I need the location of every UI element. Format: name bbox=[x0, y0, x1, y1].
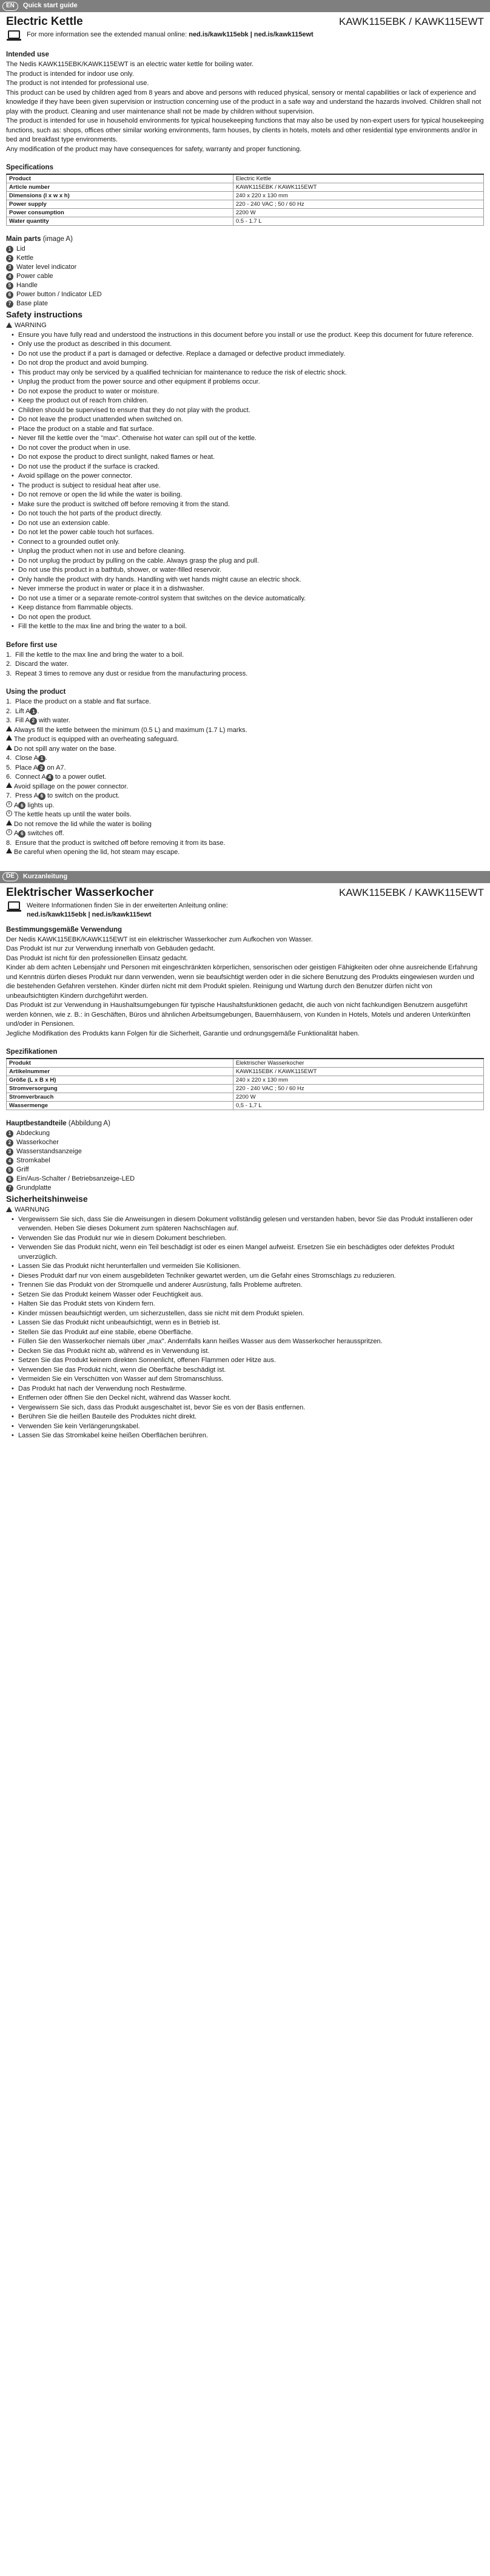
warning-icon bbox=[6, 1207, 12, 1212]
de-safety-heading: Sicherheitshinweise bbox=[6, 1194, 88, 1204]
list-item: • Connect to a grounded outlet only. bbox=[18, 538, 484, 547]
de-guide-title: Kurzanleitung bbox=[22, 872, 68, 880]
warning-note: Avoid spillage on the power connector. bbox=[6, 782, 484, 792]
info-icon: i bbox=[6, 810, 12, 816]
list-item: • Do not unplug the product by pulling on the cable. Always grasp the plug and pull. bbox=[18, 557, 484, 566]
list-item: • Verwenden Sie das Produkt nicht, wenn die Oberfläche beschädigt ist. bbox=[18, 1366, 484, 1375]
part-number-badge: 1 bbox=[38, 755, 45, 762]
list-item: • Berühren Sie die heißen Bauteile des Produktes nicht direkt. bbox=[18, 1412, 484, 1422]
list-item: • Keep the product out of reach from children. bbox=[18, 396, 484, 406]
de-intended-use bbox=[6, 925, 484, 1039]
de-intended-use-heading: Bestimmungsgemäße Verwendung bbox=[6, 926, 122, 934]
info-note: i The kettle heats up until the water boils. bbox=[6, 810, 484, 820]
warning-icon bbox=[6, 820, 12, 825]
list-item: 6 Ein/Aus-Schalter / Betriebsanzeige-LED bbox=[6, 1174, 484, 1184]
de-safety-instructions bbox=[6, 1193, 484, 1441]
list-item: 5 Handle bbox=[6, 281, 484, 290]
de-parts-heading: Hauptbestandteile (Abbildung A) bbox=[6, 1120, 110, 1127]
list-item: • Ensure you have fully read and understood the instructions in this document before you install or use the product. Keep this document for future reference. bbox=[18, 331, 484, 341]
list-item: 3 Wasserstandsanzeige bbox=[6, 1147, 484, 1156]
en-intended-use bbox=[6, 50, 484, 154]
en-product-title: Electric Kettle bbox=[6, 15, 83, 28]
list-item: • Keep distance from flammable objects. bbox=[18, 603, 484, 613]
de-specs-heading: Spezifikationen bbox=[6, 1048, 58, 1056]
list-item: 6 Power button / Indicator LED bbox=[6, 290, 484, 299]
part-number-badge: 6 bbox=[18, 802, 25, 809]
de-specifications bbox=[6, 1047, 484, 1110]
list-item: • Verwenden Sie das Produkt nur wie in diesem Dokument beschrieben. bbox=[18, 1234, 484, 1244]
en-intended-use-heading: Intended use bbox=[6, 51, 49, 58]
list-item: 3. Repeat 3 times to remove any dust or residue from the manufacturing process. bbox=[6, 669, 248, 677]
list-item: • Unplug the product from the power source and other equipment if problems occur. bbox=[18, 378, 484, 387]
en-manual-info bbox=[6, 30, 484, 41]
en-safety-heading: Safety instructions bbox=[6, 310, 83, 319]
en-intended-use-line: This product can be used by children aged from 8 years and above and persons with reduced physical, sensory or mental capabilities or lack of experience and knowledge if they have been given supervision or instruction concerning use of the product in a safe way and understand the hazards involved. Children shall not play with the product. Cleaning and user maintenance shall not be made by children without supervision. bbox=[6, 89, 482, 115]
list-item: • Do not use an extension cable. bbox=[18, 519, 484, 529]
warning-icon bbox=[6, 848, 12, 853]
en-before-first-use bbox=[6, 640, 484, 679]
table-row: Article number KAWK115EBK / KAWK115EWT bbox=[7, 183, 484, 192]
list-item: • Decken Sie das Produkt nicht ab, während es in Verwendung ist. bbox=[18, 1347, 484, 1357]
en-manual-text: For more information see the extended manual online: ned.is/kawk115ebk | ned.is/kawk115ewt bbox=[27, 31, 314, 38]
list-item: 4. Close A 1 . bbox=[6, 754, 47, 762]
list-item: • Setzen Sie das Produkt keinem direkten Sonnenlicht, offenen Flammen oder Hitze aus. bbox=[18, 1356, 484, 1366]
en-parts-heading: Main parts (image A) bbox=[6, 236, 73, 243]
list-item: 3. Fill A 2 with water. bbox=[6, 717, 70, 724]
list-item: • Entfernen oder öffnen Sie den Deckel nicht, während das Wasser kocht. bbox=[18, 1394, 484, 1403]
list-item: • Do not cover the product when in use. bbox=[18, 444, 484, 453]
laptop-icon bbox=[6, 901, 22, 912]
list-item: 5 Griff bbox=[6, 1165, 484, 1174]
list-item: • The product is subject to residual heat after use. bbox=[18, 481, 484, 491]
list-item: • Lassen Sie das Stromkabel keine heißen Oberflächen berühren. bbox=[18, 1431, 484, 1441]
list-item: • Place the product on a stable and flat surface. bbox=[18, 425, 484, 435]
de-intended-use-line: Jegliche Modifikation des Produkts kann Folgen für die Sicherheit, Garantie und ordnungsgemäße Funktionalität haben. bbox=[6, 1029, 360, 1037]
warning-icon bbox=[6, 735, 12, 741]
en-safety-list bbox=[6, 331, 484, 632]
list-item: • Do not leave the product unattended when switched on. bbox=[18, 415, 484, 425]
list-item: • Lassen Sie das Produkt nicht unbeaufsichtigt, wenn es in Betrieb ist. bbox=[18, 1318, 484, 1328]
list-item: • Do not expose the product to water or moisture. bbox=[18, 387, 484, 397]
list-item: • Dieses Produkt darf nur von einem ausgebildeten Techniker gewartet werden, um die Gefahr eines Stromschlags zu reduzieren. bbox=[18, 1272, 484, 1281]
table-row: Product Electric Kettle bbox=[7, 174, 484, 183]
list-item: • Verwenden Sie kein Verlängerungskabel. bbox=[18, 1422, 484, 1432]
de-intended-use-line: Der Nedis KAWK115EBK/KAWK115EWT ist ein elektrischer Wasserkocher zum Aufkochen von Wasser. bbox=[6, 935, 313, 943]
en-specifications bbox=[6, 163, 484, 226]
warning-note: Be careful when opening the lid, hot steam may escape. bbox=[6, 848, 484, 858]
part-number-badge: 6 bbox=[38, 793, 45, 800]
list-item: 7 Grundplatte bbox=[6, 1184, 484, 1193]
list-item: • Füllen Sie den Wasserkocher niemals über „max". Andernfalls kann heißes Wasser aus dem Wasserkocher herausspritzen. bbox=[18, 1337, 484, 1347]
list-item: • Children should be supervised to ensure that they do not play with the product. bbox=[18, 406, 484, 416]
list-item: • Kinder müssen beaufsichtigt werden, um sicherzustellen, dass sie nicht mit dem Produkt spielen. bbox=[18, 1309, 484, 1319]
list-item: 4 Power cable bbox=[6, 272, 484, 281]
list-item: • Do not let the power cable touch hot surfaces. bbox=[18, 528, 484, 538]
warning-note: Always fill the kettle between the minimum (0.5 L) and maximum (1.7 L) marks. bbox=[6, 726, 484, 736]
list-item: 2 Kettle bbox=[6, 254, 484, 263]
de-intended-use-line: Kinder ab dem achten Lebensjahr und Personen mit eingeschränkten körperlichen, sensorischen oder geistigen Fähigkeiten oder ohne ausreichende Erfahrung und Kenntnis dürfen dieses Produkt nur dann verwenden, wenn sie beaufsichtigt werden oder in die sichere Benutzung des Produkts eingewiesen wurden und die bestehenden Gefahren verstehen. Kinder dürfen nicht mit dem Produkt spielen. Reinigung und Wartung durch den Benutzer dürfen nicht von unbeaufsichtigten Kindern durchgeführt werden. bbox=[6, 964, 478, 1000]
list-item: • Lassen Sie das Produkt nicht herunterfallen und vermeiden Sie Kollisionen. bbox=[18, 1262, 484, 1272]
en-intended-use-line: The product is intended for use in household environments for typical housekeeping functions that may also be used by non-expert users for typical housekeeping functions, such as: shops, offices other similar working environments, farm houses, by clients in hotels, motels and other residential type environments and/or in bed and breakfast type environments. bbox=[6, 117, 484, 143]
table-row: Stromverbrauch 2200 W bbox=[7, 1093, 484, 1102]
de-manual-text: Weitere Informationen finden Sie in der erweiterten Anleitung online: ned.is/kawk115ebk | ned.is/kawk115ewt bbox=[27, 901, 228, 918]
info-icon: i bbox=[6, 801, 12, 807]
list-item: 1. Place the product on a stable and flat surface. bbox=[6, 698, 151, 705]
en-language-bar bbox=[0, 0, 490, 12]
table-row: Stromversorgung 220 - 240 VAC ; 50 / 60 Hz bbox=[7, 1085, 484, 1093]
table-row: Dimensions (l x w x h) 240 x 220 x 130 mm bbox=[7, 192, 484, 200]
list-item: • Do not open the product. bbox=[18, 613, 484, 623]
list-item: • Never fill the kettle over the "max". Otherwise hot water can spill out of the kettle. bbox=[18, 434, 484, 444]
list-item: • Unplug the product when not in use and before cleaning. bbox=[18, 547, 484, 557]
part-number-badge: 2 bbox=[38, 764, 45, 771]
table-row: Größe (L x B x H) 240 x 220 x 130 mm bbox=[7, 1076, 484, 1085]
warning-icon bbox=[6, 322, 12, 328]
de-product-title: Elektrischer Wasserkocher bbox=[6, 886, 154, 899]
list-item: • Make sure the product is switched off before removing it from the stand. bbox=[18, 500, 484, 510]
list-item: 2. Discard the water. bbox=[6, 660, 69, 668]
part-number-badge: 6 bbox=[18, 830, 25, 838]
table-row: Artikelnummer KAWK115EBK / KAWK115EWT bbox=[7, 1068, 484, 1076]
en-specs-heading: Specifications bbox=[6, 164, 53, 171]
list-item: • Vermeiden Sie ein Verschütten von Wasser auf dem Stromanschluss. bbox=[18, 1375, 484, 1385]
list-item: 1 Abdeckung bbox=[6, 1129, 484, 1138]
list-item: • Only use the product as described in this document. bbox=[18, 340, 484, 350]
info-icon: i bbox=[6, 829, 12, 835]
list-item: 2. Lift A 1 . bbox=[6, 707, 39, 715]
list-item: 2 Wasserkocher bbox=[6, 1138, 484, 1147]
list-item: • Verwenden Sie das Produkt nicht, wenn ein Teil beschädigt ist oder es einen Mangel aufweist. Ersetzen Sie ein beschädigtes oder defektes Produkt unverzüglich. bbox=[18, 1243, 484, 1262]
de-model-numbers: KAWK115EBK / KAWK115EWT bbox=[338, 886, 484, 898]
en-guide-title: Quick start guide bbox=[22, 2, 78, 10]
part-number-badge: 2 bbox=[30, 717, 37, 725]
en-intended-use-line: The Nedis KAWK115EBK/KAWK115EWT is an electric water kettle for boiling water. bbox=[6, 61, 254, 68]
en-using-the-product bbox=[6, 687, 484, 858]
table-row: Produkt Elektrischer Wasserkocher bbox=[7, 1059, 484, 1068]
list-item: • Do not drop the product and avoid bumping. bbox=[18, 359, 484, 368]
de-warning-label: WARNUNG bbox=[6, 1205, 484, 1215]
list-item: • Trennen Sie das Produkt von der Stromquelle und anderer Ausrüstung, falls Probleme auftreten. bbox=[18, 1281, 484, 1290]
de-manual-link[interactable]: ned.is/kawk115ebk | ned.is/kawk115ewt bbox=[27, 911, 152, 918]
de-language-bar bbox=[0, 871, 490, 883]
list-item: 5. Place A 2 on A7. bbox=[6, 764, 66, 771]
warning-icon bbox=[6, 782, 12, 788]
en-safety-instructions bbox=[6, 308, 484, 632]
de-main-parts bbox=[6, 1119, 484, 1193]
part-number-badge: 4 bbox=[46, 774, 53, 781]
table-row: Power supply 220 - 240 VAC ; 50 / 60 Hz bbox=[7, 200, 484, 209]
list-item: • Do not remove or open the lid while the water is boiling. bbox=[18, 490, 484, 500]
de-intended-use-line: Das Produkt ist nicht für den professionellen Einsatz gedacht. bbox=[6, 954, 188, 962]
list-item: • This product may only be serviced by a qualified technician for maintenance to reduce the risk of electric shock. bbox=[18, 368, 484, 378]
de-title-row bbox=[6, 886, 484, 900]
warning-icon bbox=[6, 726, 12, 731]
list-item: 1 Lid bbox=[6, 245, 484, 254]
list-item: • Avoid spillage on the power connector. bbox=[18, 472, 484, 481]
de-safety-list bbox=[6, 1215, 484, 1441]
list-item: • Halten Sie das Produkt stets von Kindern fern. bbox=[18, 1300, 484, 1309]
list-item: 7 Base plate bbox=[6, 299, 484, 308]
de-intended-use-line: Das Produkt ist zur Verwendung in Haushaltsumgebungen für typische Haushaltsfunktionen gedacht, die auch von nicht fachkundigen Benutzern ausgeführt werden können, wie z. B.: in Geschäften, Büros und ähnlichen Arbeitsumgebungen, Bauernhäusern, von Kunden in Hotels, Motels und anderen Unterkünften und/oder in Pensionen. bbox=[6, 1002, 471, 1028]
en-intended-use-line: The product is intended for indoor use only. bbox=[6, 70, 134, 78]
list-item: • Do not expose the product to direct sunlight, naked flames or heat. bbox=[18, 453, 484, 463]
list-item: • Do not use the product if the surface is cracked. bbox=[18, 463, 484, 472]
list-item: 6. Connect A 4 to a power outlet. bbox=[6, 773, 107, 781]
list-item: • Do not use the product if a part is damaged or defective. Replace a damaged or defective product immediately. bbox=[18, 350, 484, 359]
en-specs-table bbox=[6, 174, 484, 226]
en-using-heading: Using the product bbox=[6, 688, 66, 696]
de-specs-table bbox=[6, 1058, 484, 1110]
warning-icon bbox=[6, 745, 12, 750]
list-item: • Das Produkt hat nach der Verwendung noch Restwärme. bbox=[18, 1385, 484, 1394]
en-before-first-use-heading: Before first use bbox=[6, 641, 58, 649]
part-number-badge: 1 bbox=[30, 708, 37, 715]
en-intended-use-line: Any modification of the product may have consequences for safety, warranty and proper functioning. bbox=[6, 145, 302, 153]
table-row: Power consumption 2200 W bbox=[7, 209, 484, 217]
list-item: • Only handle the product with dry hands. Handling with wet hands might cause an electric shock. bbox=[18, 575, 484, 585]
en-main-parts bbox=[6, 234, 484, 308]
info-note: i A 6 switches off. bbox=[6, 829, 484, 839]
list-item: • Never immerse the product in water or place it in a dishwasher. bbox=[18, 585, 484, 594]
en-warning-label: WARNING bbox=[6, 321, 484, 331]
en-intended-use-line: The product is not intended for professional use. bbox=[6, 80, 149, 87]
list-item: 3 Water level indicator bbox=[6, 263, 484, 272]
list-item: 8. Ensure that the product is switched off before removing it from its base. bbox=[6, 839, 226, 847]
en-model-numbers: KAWK115EBK / KAWK115EWT bbox=[338, 16, 484, 27]
warning-note: Do not remove the lid while the water is boiling bbox=[6, 820, 484, 830]
en-language-badge: EN bbox=[2, 2, 18, 11]
de-intended-use-line: Das Produkt ist nur zur Verwendung innerhalb von Gebäuden gedacht. bbox=[6, 945, 215, 952]
list-item: • Vergewissern Sie sich, dass Sie die Anweisungen in diesem Dokument vollständig gelesen und verstanden haben, bevor Sie das Produkt installieren oder verwenden. Heben Sie dieses Dokument zum späteren Nachschlagen auf. bbox=[18, 1215, 484, 1234]
warning-note: The product is equipped with an overheating safeguard. bbox=[6, 735, 484, 745]
en-manual-link[interactable]: ned.is/kawk115ebk | ned.is/kawk115ewt bbox=[189, 31, 314, 38]
list-item: • Do not use a timer or a separate remote-control system that switches on the device automatically. bbox=[18, 594, 484, 604]
list-item: • Do not touch the hot parts of the product directly. bbox=[18, 509, 484, 519]
info-note: i A 6 lights up. bbox=[6, 801, 484, 811]
list-item: • Vergewissern Sie sich, dass das Produkt ausgeschaltet ist, bevor Sie es von der Basis entfernen. bbox=[18, 1403, 484, 1413]
list-item: • Setzen Sie das Produkt keinem Wasser oder Feuchtigkeit aus. bbox=[18, 1290, 484, 1300]
list-item: 4 Stromkabel bbox=[6, 1156, 484, 1165]
table-row: Wassermenge 0,5 - 1,7 L bbox=[7, 1102, 484, 1110]
list-item: • Do not use this product in a bathtub, shower, or water-filled reservoir. bbox=[18, 566, 484, 575]
list-item: 1. Fill the kettle to the max line and bring the water to a boil. bbox=[6, 651, 184, 659]
laptop-icon bbox=[6, 30, 22, 41]
list-item: 7. Press A 6 to switch on the product. bbox=[6, 792, 120, 799]
de-language-badge: DE bbox=[2, 872, 18, 881]
warning-note: Do not spill any water on the base. bbox=[6, 745, 484, 754]
de-manual-info bbox=[6, 901, 484, 920]
table-row: Water quantity 0.5 - 1.7 L bbox=[7, 217, 484, 226]
en-title-row bbox=[6, 15, 484, 29]
list-item: • Fill the kettle to the max line and bring the water to a boil. bbox=[18, 622, 484, 632]
list-item: • Stellen Sie das Produkt auf eine stabile, ebene Oberfläche. bbox=[18, 1328, 484, 1338]
